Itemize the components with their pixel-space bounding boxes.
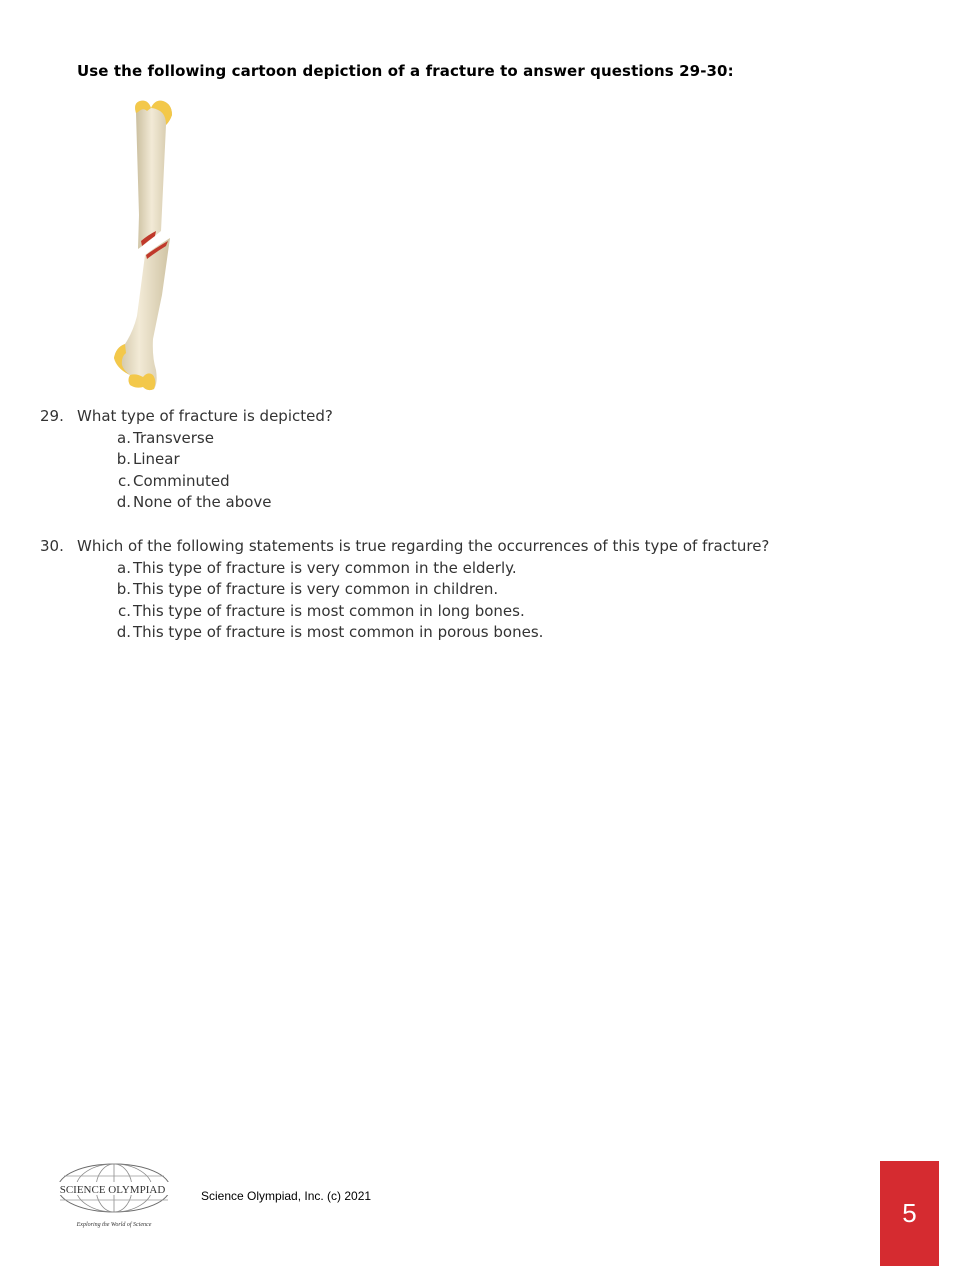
logo-tagline: Exploring the World of Science	[76, 1222, 152, 1228]
answer-options	[116, 559, 543, 645]
page-number: 5	[902, 1198, 917, 1228]
answer-option-b	[116, 580, 543, 602]
answer-option-d	[116, 493, 272, 515]
answer-option-c	[116, 602, 543, 624]
option-letter: a.	[117, 558, 131, 577]
option-letter: d.	[116, 493, 131, 512]
answer-options	[116, 429, 272, 515]
copyright-notice: Science Olympiad, Inc. (c) 2021	[201, 1189, 372, 1203]
option-text: Linear	[133, 450, 180, 469]
page-number-badge	[880, 1161, 939, 1266]
option-text: This type of fracture is very common in the elderly.	[133, 558, 517, 577]
logo-wordmark: SCIENCE OLYMPIAD	[59, 1184, 166, 1196]
option-text: Transverse	[133, 428, 214, 447]
option-text: This type of fracture is most common in porous bones.	[133, 623, 544, 642]
question-number: 30.	[40, 537, 64, 555]
question-text: Which of the following statements is true regarding the occurrences of this type of fracture?	[77, 537, 770, 555]
option-letter: b.	[116, 450, 131, 469]
option-letter: d.	[116, 623, 131, 642]
answer-option-b	[116, 450, 272, 472]
option-text: Comminuted	[133, 471, 230, 490]
option-letter: b.	[116, 580, 131, 599]
instructions-heading: Use the following cartoon depiction of a fracture to answer questions 29-30:	[77, 62, 734, 80]
answer-option-c	[116, 472, 272, 494]
option-text: This type of fracture is most common in long bones.	[133, 601, 525, 620]
option-letter: c.	[117, 601, 131, 620]
option-letter: a.	[117, 428, 131, 447]
science-olympiad-logo	[50, 1160, 175, 1232]
answer-option-a	[116, 429, 272, 451]
option-text: None of the above	[133, 493, 272, 512]
question-text: What type of fracture is depicted?	[77, 407, 333, 425]
fractured-bone-illustration	[100, 95, 200, 400]
question-number: 29.	[40, 407, 64, 425]
option-text: This type of fracture is very common in children.	[133, 580, 499, 599]
answer-option-a	[116, 559, 543, 581]
option-letter: c.	[117, 471, 131, 490]
answer-option-d	[116, 623, 543, 645]
